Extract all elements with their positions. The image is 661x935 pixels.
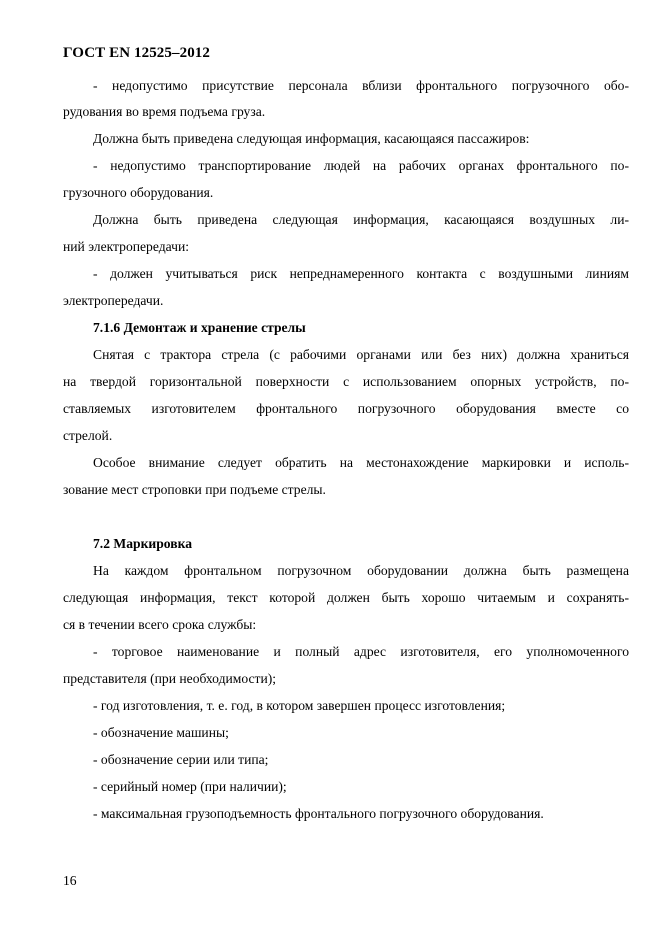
list-item: - торговое наименование и полный адрес изготовителя, его уполномоченного [93,644,629,659]
text-line: Снятая с трактора стрела (с рабочими органами или без них) должна храниться [93,347,629,362]
text-line: грузочного оборудования. [63,185,214,200]
text-line: Особое внимание следует обратить на местонахождение маркировки и исполь- [93,455,629,470]
text-line: ставляемых изготовителем фронтального погрузочного оборудования вместе со [63,401,629,416]
text-line: представителя (при необходимости); [63,671,277,686]
text-line: рудования во время подъема груза. [63,104,266,119]
text-line: зование мест строповки при подъеме стрелы. [63,482,326,497]
text-line: стрелой. [63,428,113,443]
text-line: Должна быть приведена следующая информация, касающаяся воздушных ли- [93,212,629,227]
text-line: - недопустимо присутствие персонала вблизи фронтального погрузочного обо- [93,78,629,93]
list-item: - обозначение машины; [93,725,229,740]
text-line: ний электропередачи: [63,239,190,254]
text-line: - недопустимо транспортирование людей на рабочих органах фронтального по- [93,158,629,173]
text-line: ся в течении всего срока службы: [63,617,257,632]
text-line: электропередачи. [63,293,164,308]
section-heading-7-2: 7.2 Маркировка [93,536,193,551]
text-line: Должна быть приведена следующая информация, касающаяся пассажиров: [93,131,530,146]
text-line: на твердой горизонтальной поверхности с использованием опорных устройств, по- [63,374,629,389]
text-line: следующая информация, текст которой должен быть хорошо читаемым и сохранять- [63,590,629,605]
list-item: - серийный номер (при наличии); [93,779,287,794]
list-item: - максимальная грузоподъемность фронтального погрузочного оборудования. [93,806,544,821]
list-item: - год изготовления, т. е. год, в котором завершен процесс изготовления; [93,698,506,713]
list-item: - обозначение серии или типа; [93,752,269,767]
section-heading-7-1-6: 7.1.6 Демонтаж и хранение стрелы [93,320,306,335]
text-line: - должен учитываться риск непреднамеренного контакта с воздушными линиям [93,266,629,281]
page-number: 16 [63,873,77,888]
page-header-standard-id: ГОСТ EN 12525–2012 [63,45,210,61]
text-line: На каждом фронтальном погрузочном оборудовании должна быть размещена [93,563,629,578]
